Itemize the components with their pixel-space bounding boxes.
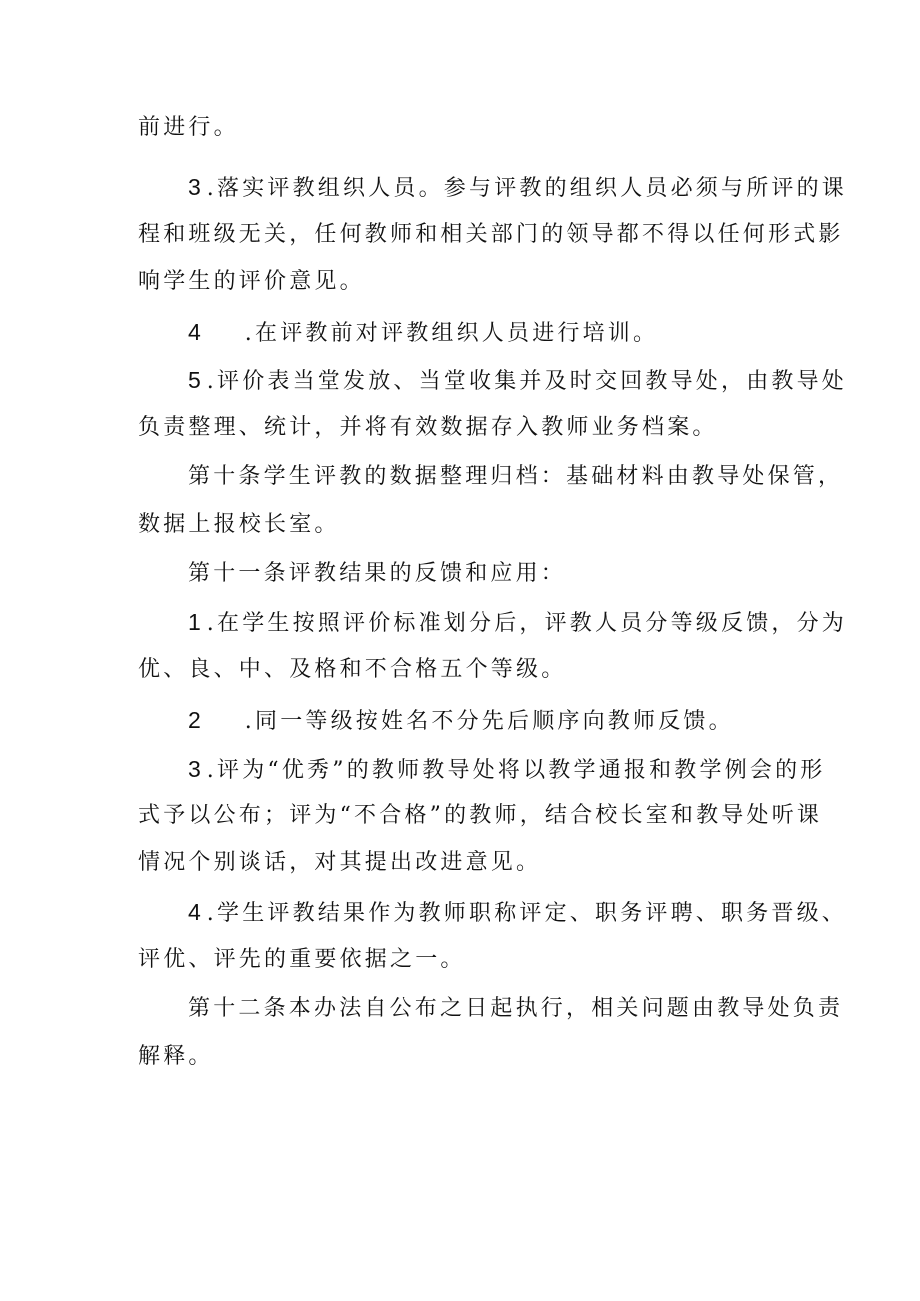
item-text: 落实评教组织人员。参与评教的组织人员必须与所评的课 — [217, 176, 848, 201]
list-item-2 — [188, 705, 734, 737]
item-number: 4 — [188, 319, 201, 345]
item-dot: . — [206, 369, 217, 394]
list-item-3 — [188, 172, 847, 204]
item-number: 4 — [188, 899, 201, 925]
item-text: 在学生按照评价标准划分后，评教人员分等级反馈，分为 — [217, 611, 848, 636]
item-number: 2 — [188, 707, 201, 733]
article-11: 第十一条评教结果的反馈和应用： — [188, 561, 567, 586]
list-item-3b — [188, 754, 826, 786]
text-line: 优、良、中、及格和不合格五个等级。 — [138, 657, 567, 682]
item-number: 5 — [188, 367, 201, 393]
text-line: 响学生的评价意见。 — [138, 269, 365, 294]
text-line: 负责整理、统计，并将有效数据存入教师业务档案。 — [138, 415, 718, 440]
item-dot: . — [244, 709, 255, 734]
text-line: 数据上报校长室。 — [138, 512, 340, 537]
item-text: 学生评教结果作为教师职称评定、职务评聘、职务晋级、 — [217, 901, 848, 926]
item-dot: . — [206, 758, 217, 783]
list-item-4 — [188, 317, 658, 349]
text-line: 解释。 — [138, 1044, 214, 1069]
text-line: 评优、评先的重要依据之一。 — [138, 947, 466, 972]
item-dot: . — [244, 321, 255, 346]
article-12: 第十二条本办法自公布之日起执行，相关问题由教导处负责 — [188, 996, 844, 1021]
item-dot: . — [206, 176, 217, 201]
item-text: 评为“优秀”的教师教导处将以教学通报和教学例会的形 — [217, 758, 826, 783]
text-line: 前进行。 — [138, 115, 239, 140]
list-item-5 — [188, 365, 847, 397]
item-dot: . — [206, 901, 217, 926]
item-dot: . — [206, 611, 217, 636]
item-number: 3 — [188, 756, 201, 782]
list-item-1 — [188, 607, 847, 639]
text-line: 程和班级无关，任何教师和相关部门的领导都不得以任何形式影 — [138, 222, 844, 247]
text-line: 式予以公布；评为“不合格”的教师，结合校长室和教导处听课 — [138, 803, 823, 828]
item-number: 1 — [188, 609, 201, 635]
item-text: 评价表当堂发放、当堂收集并及时交回教导处，由教导处 — [217, 369, 848, 394]
item-text: 在评教前对评教组织人员进行培训。 — [255, 321, 659, 346]
list-item-4b — [188, 897, 847, 929]
article-10: 第十条学生评教的数据整理归档：基础材料由教导处保管， — [188, 464, 844, 489]
item-number: 3 — [188, 174, 201, 200]
text-line: 情况个别谈话，对其提出改进意见。 — [138, 850, 542, 875]
item-text: 同一等级按姓名不分先后顺序向教师反馈。 — [255, 709, 734, 734]
